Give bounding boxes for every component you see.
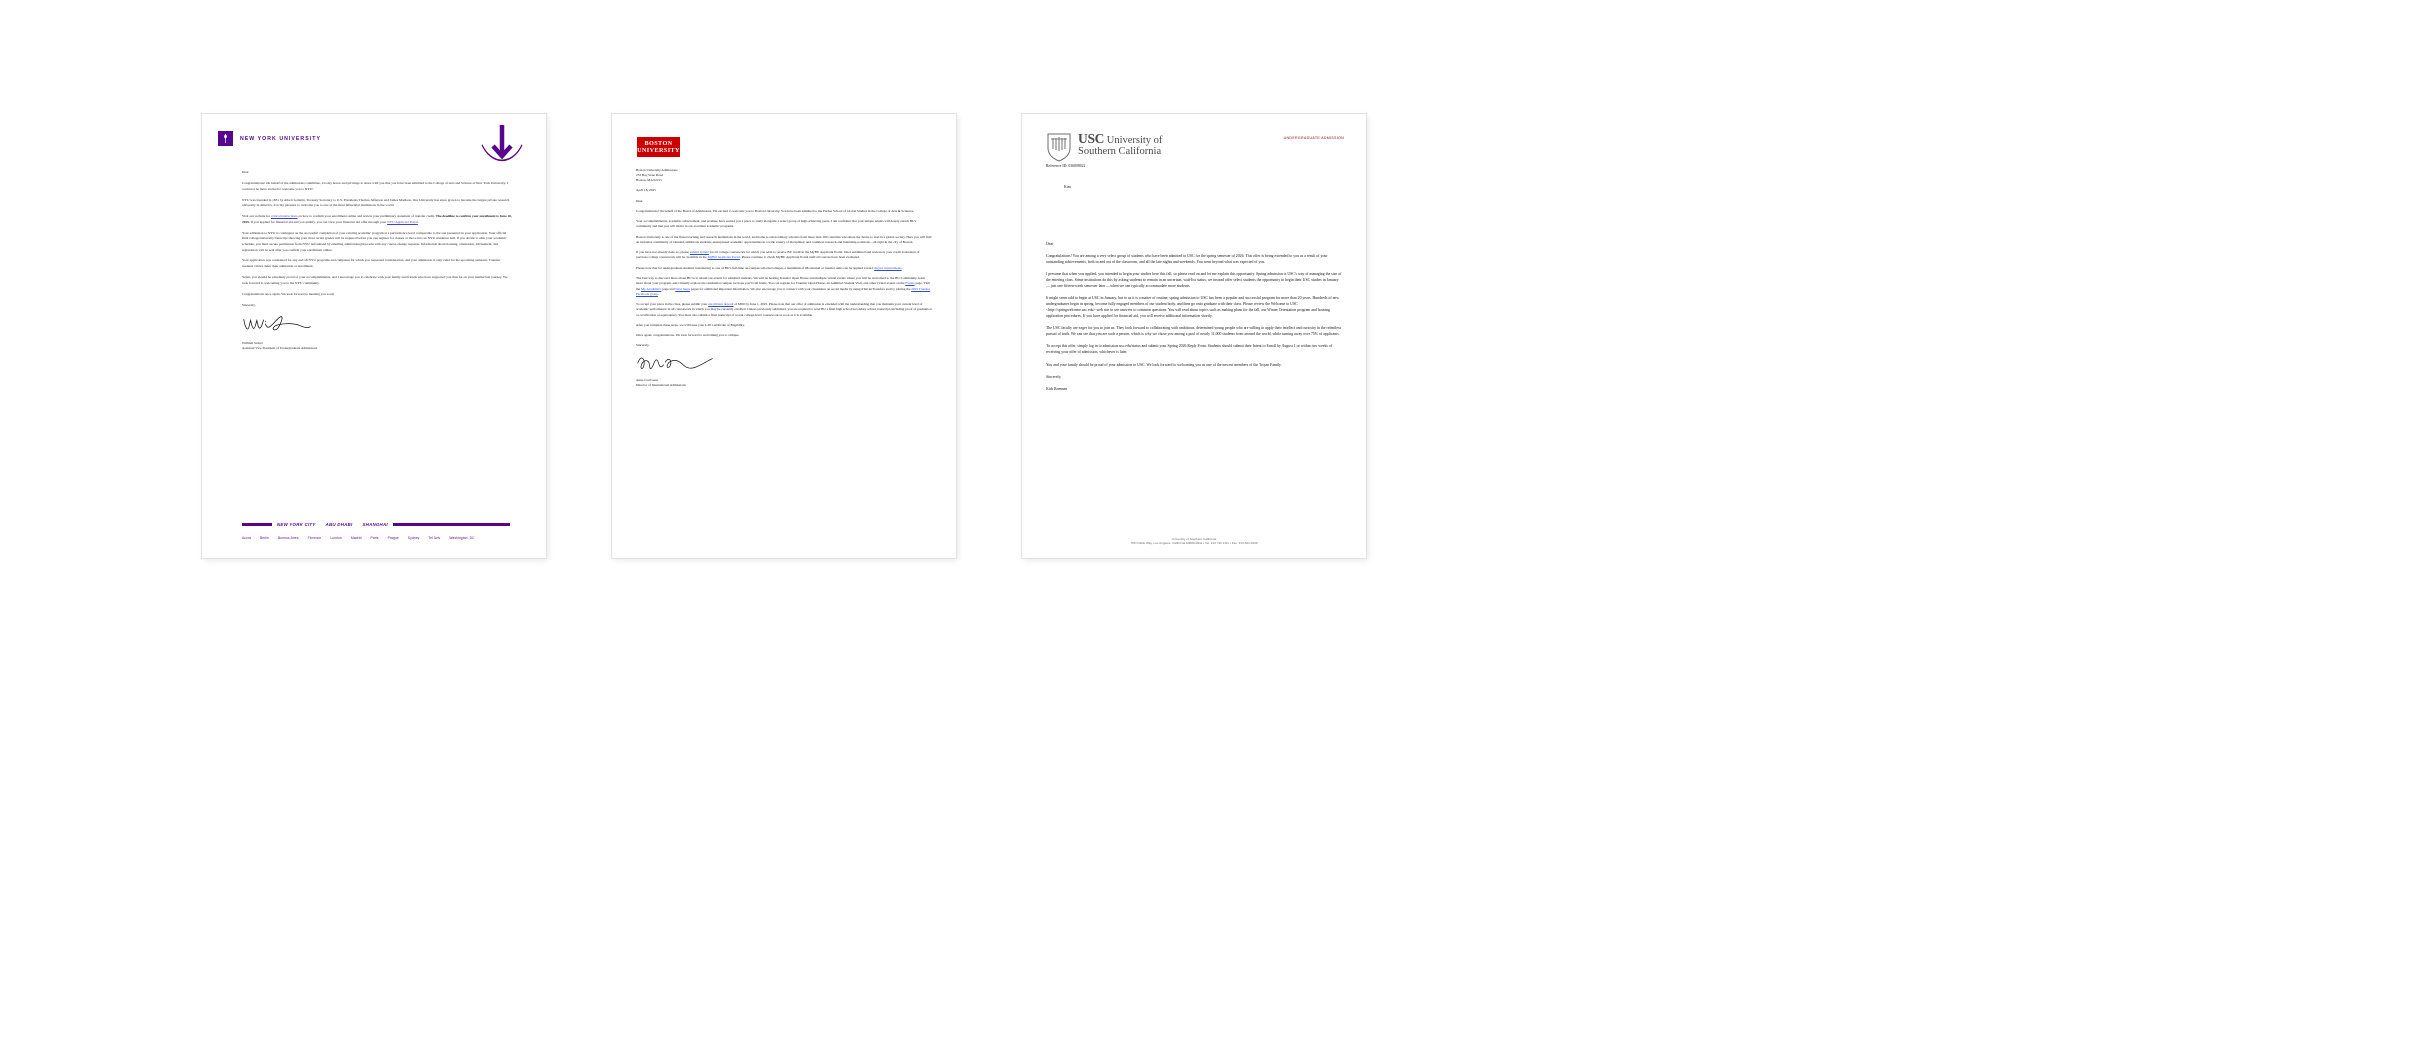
nyu-enroll-mid1: on how to confirm your enrollment online and review your preliminary statement of transfer credit. <box>297 214 436 219</box>
mybu-applicant-portal-link[interactable]: MyBU Applicant Portal <box>707 255 740 260</box>
nyu-salutation: Dear <box>242 170 249 174</box>
nyu-admission-letter-page[interactable] <box>202 114 546 558</box>
bu-closing: Sincerely, <box>636 343 650 348</box>
usc-shield-icon <box>1046 132 1072 162</box>
bu-events-mid1: page. Visit the <box>636 281 930 291</box>
bu-signer-name: Anne Corriveau <box>636 377 658 382</box>
usc-footer-institution: University of Southern California <box>1171 536 1217 541</box>
nyu-campus-abu-dhabi: ABU DHABI <box>325 522 353 527</box>
nyu-bar-left <box>242 523 272 525</box>
nyu-city-berlin: Berlin <box>259 536 269 540</box>
bu-events-post: . <box>657 291 659 296</box>
nyu-global-cities <box>242 536 510 540</box>
bu-deposit-paragraph <box>636 302 932 318</box>
usc-reference-id: Reference ID: 036808022 <box>1046 164 1086 168</box>
usc-division-label: UNDERGRADUATE ADMISSION <box>1283 136 1344 140</box>
nyu-campus-shanghai: SHANGHAI <box>362 522 388 527</box>
degree-requirements-link[interactable]: degree requirements <box>874 265 902 270</box>
nyu-city-sydney: Sydney <box>407 536 420 540</box>
bu-deposit-post: of $650 by June 1, 2025. Please note that our offer of admission is extended with the understanding that you maintain your current level of academic performance in all coursework in which you may be currently enrolled. Unless previously submitted, you are required to send BU a final high school/secondary school transcript, including proof of graduation or certification of equivalency. You must also submit a final transcript of recent college-level coursework as soon as it is available. <box>636 302 932 317</box>
nyu-city-accra: Accra <box>242 536 251 540</box>
nyu-signature-image <box>242 314 314 334</box>
usc-logo <box>1046 132 1162 162</box>
bu-signer-title: Director of International Admissions <box>636 382 686 387</box>
usc-closing: Sincerely, <box>1046 374 1062 379</box>
usc-recipient-name: Kim <box>1064 185 1071 189</box>
nyu-city-paris: Paris <box>370 536 379 540</box>
usc-wordmark-line-2: Southern California <box>1078 146 1162 158</box>
bu-paragraph-1: Congratulations! On behalf of the Board of Admissions, I'm excited to welcome you to Boston University. You have been admitted to the Pardee School of Global Studies in the College of Arts & Sciences. <box>636 208 915 213</box>
bu-syllabi-mid: for all college coursework for which you wish to receive BU credit in the MyBU Applicant Portal. Once submitted and reviewed, your credit evaluation of previous college coursework will be available in the <box>636 250 920 260</box>
bu-address-line-3: Boston, MA 02215 <box>636 178 662 183</box>
bu-syllabi-pre: If you have not already done so, please <box>636 250 690 255</box>
usc-wordmark-line-1 <box>1078 132 1162 146</box>
nyu-down-arrow-icon <box>476 119 528 171</box>
bu-syllabi-paragraph <box>636 250 932 261</box>
my-academics-link[interactable]: My Academics <box>641 286 662 291</box>
events-link[interactable]: Events <box>905 281 915 286</box>
nyu-paragraph-5: Yejun, you should be extremely proud of your accomplishments, and I encourage you to celebrate with your family and friends who have supported you thus far on your intellectual journey. We look forward to welcoming you to the NYU community. <box>242 275 508 285</box>
bu-signature-image <box>636 354 716 373</box>
bu-paragraph-i20: After you complete these steps, we will issue your I-20 Certificate of Eligibility. <box>636 322 745 327</box>
usc-paragraph-6: You and your family should be proud of your admission to USC. We look forward to welcoming you as one of the newest members of the Trojan Family. <box>1046 362 1282 367</box>
bu-logo-line-1: BOSTON <box>644 139 673 147</box>
nyu-signature-block <box>242 341 512 351</box>
usc-abbrev: USC <box>1078 131 1105 146</box>
bu-date: April 18, 2025 <box>636 188 656 193</box>
nyu-paragraph-6: Congratulations once again. We look forward to meeting you soon! <box>242 291 335 296</box>
nyu-footer <box>242 522 510 540</box>
bu-admission-letter-page[interactable] <box>612 114 956 558</box>
nyu-enroll-mid2: If you applied for financial aid and you qualify, you can view your financial aid offer through your <box>249 219 388 224</box>
usc-admission-letter-page[interactable] <box>1022 114 1366 558</box>
usc-wordmark <box>1078 132 1162 157</box>
nyu-city-florence: Florence <box>307 536 322 540</box>
bu-paragraph-closing-note: Once again, congratulations. We look forward to welcoming you to campus. <box>636 333 740 338</box>
bu-transfer-paragraph <box>636 266 932 271</box>
usc-paragraph-2: I presume that when you applied, you intended to begin your studies here this fall, so please read on and let me explain this opportunity. Spring admission is USC's way of managing the size of the entering class. Some institutions do this by asking students to remain in an uncertain, wait-list status; we instead offer select students the opportunity to begin their USC studies in January — just one fifteen-week semester later —when we can typically accommodate more students. <box>1046 272 1342 289</box>
nyu-campus-new-york-city: NEW YORK CITY <box>277 522 316 527</box>
transfer-facebook-group-link[interactable]: 2025 Transfer Facebook group <box>636 286 931 296</box>
bu-deposit-pre: To accept your place in the class, please submit your <box>636 302 709 307</box>
nyu-enrollment-paragraph <box>242 214 512 225</box>
nyu-city-tel-aviv: Tel Aviv <box>428 536 441 540</box>
bu-paragraph-2: Your accomplishments, academic achievement, and promise have earned you a place to study alongside a select group of high-achieving peers. I am confident that your unique talents will deeply enrich BU's community and that you will thrive in our excellent academic programs. <box>636 219 917 229</box>
nyu-enroll-post: . <box>417 219 419 224</box>
nyu-logo <box>218 131 321 146</box>
usc-paragraph-1: Congratulations! You are among a very select group of students who have been admitted to USC for the spring semester of 2026. This offer is being extended to you as a result of your outstanding achievements, both in and out of the classroom, and all the late nights and weekends. You went beyond what was expected of you. <box>1046 254 1328 265</box>
nyu-paragraph-1: Congratulations! On behalf of the admissions committee, it is my honor and privilege to share with you that you have been admitted to the College of Arts and Science at New York University. I could not be more excited to welcome you to NYU! <box>242 180 508 191</box>
bu-transfer-post: . <box>901 265 903 270</box>
nyu-closing: Sincerely, <box>242 302 256 307</box>
bu-address-line-1: Boston University Admissions <box>636 168 678 172</box>
bu-logo-line-2: UNIVERSITY <box>637 147 680 154</box>
nyu-bar-right <box>393 523 510 525</box>
bu-address-line-2: 233 Bay State Road <box>636 173 664 178</box>
bu-logo <box>636 136 681 158</box>
next-steps-link[interactable]: Next Steps <box>675 286 691 291</box>
usc-paragraph-5: To accept this offer, simply log in to admission.usc.edu/status and submit your Spring 2026 Reply Form. Students should submit their Intent to Enroll by August 1 or within two weeks of receiving your offer of admission, whichever is later. <box>1046 344 1333 355</box>
bu-paragraph-3: Boston University is one of the finest teaching and research institutions in the world, and home to extraordinary scholars from more than 100 countries who share the desire to lead in a global society. Here you will find an inclusive community of talented, ambitious students; unsurpassed academic opportunities in a wide variety of disciplines; and countless research and internship positions—all right in the city of Boston. <box>636 234 932 244</box>
nyu-paragraph-2: NYU was founded in 1831 by Albert Gallatin, Treasury Secretary to U.S. Presidents Thomas Jefferson and James Madison. Our University has since grown to become the largest private research university in America. It is my pleasure to welcome you to one of the most influential institutions in the world. <box>242 197 510 208</box>
bu-signature-block <box>636 378 932 389</box>
usc-paragraph-4: The USC faculty are eager for you to join us. They look forward to collaborating with ambitious, determined young people who are willing to apply their intellect and curiosity in the relentless pursuit of truth. We can see that you are such a person, which is why we chose you among a pool of nearly 11,000 students from around the world, while turning away over 75% of applicants. <box>1046 326 1342 337</box>
nyu-torch-icon <box>218 131 233 146</box>
critical-instructions-link[interactable]: critical instructions <box>271 214 298 219</box>
nyu-signer-title: Assistant Vice President of Undergraduate Admissions <box>242 345 318 350</box>
bu-salutation: Dear <box>636 198 643 203</box>
nyu-city-prague: Prague <box>387 536 399 540</box>
nyu-city-london: London <box>330 536 342 540</box>
nyu-enroll-pre: Visit our website for <box>242 214 272 219</box>
bu-syllabi-post: . Please continue to check MyBU Applicant Portal until all courses have been evaluated. <box>739 255 860 260</box>
bu-events-mid2: page and <box>661 286 676 291</box>
bu-events-mid3: pages for additional important information. We also encourage you to connect with your classmates on social media by using #TerrierTransfers and by joining the <box>690 286 912 291</box>
nyu-signer-name: William Sichel <box>242 340 263 345</box>
usc-salutation: Dear <box>1046 242 1054 246</box>
bu-letter-body <box>636 168 932 388</box>
nyu-paragraph-3: Your admission to NYU is contingent on the successful completion of your existing academic program at a performance level comparable to the one presented in your application. Your official final college/university transcript showing your most recent grades will be required before you can register for classes or move into an NYU residence hall. If you decide to alter your academic schedule, you must secure permission from NYU beforehand by emailing admissions@nyu.edu with any course change requests. Information about housing, orientation, advisement, and registration will be sent after you confirm your enrollment online. <box>242 230 507 252</box>
nyu-campus-bar <box>242 522 510 527</box>
enrollment-deposit-link[interactable]: enrollment deposit <box>708 302 734 307</box>
nyu-deadline-text: The deadline to confirm your enrollment is June 16, 2025. <box>242 214 512 224</box>
bu-events-pre: The best way to discover more about BU is to attend our events for admitted students. We will be hosting Transfer Open House and multiple virtual events where you will be welcomed to the BU Community, learn more about your program, and virtually explore the residential campus we hope you'll call home. You can register for Transfer Open House, an Admitted Student Visit, and other virtual events on the <box>636 275 926 286</box>
usc-signer-name: Kirk Brennan <box>1046 387 1068 392</box>
nyu-city-washington-dc: Washington, DC <box>449 536 475 540</box>
usc-letter-body <box>1046 242 1342 400</box>
usc-footer-address: 700 Childs Way, Los Angeles, California 90089-0911 • Tel: 213 740 1111 • Fax: 213 821 0200 <box>1130 541 1258 546</box>
bu-transfer-pre: Please note that for undergraduate students transferring to one of BU's full-time on-campus schools/colleges, a maximum of 68 external or transfer units can be applied toward <box>636 265 875 270</box>
nyu-letter-body <box>242 170 512 351</box>
usc-footer <box>1022 537 1366 546</box>
nyu-city-madrid: Madrid <box>350 536 362 540</box>
nyu-city-buenos-aires: Buenos Aires <box>277 536 299 540</box>
submit-syllabi-link[interactable]: submit syllabi <box>689 250 709 255</box>
usc-university-of: University of <box>1106 135 1163 146</box>
nyu-paragraph-4: Your application was considered for any and all NYU programs and campuses for which you requested consideration, and your admission is only valid for the upcoming semester. Transfer students cannot defer their admission or enrollment. <box>242 258 501 269</box>
nyu-wordmark-text: NEW YORK UNIVERSITY <box>240 135 321 142</box>
usc-paragraph-3: It might seem odd to begin at USC in January, but to us it is a matter of routine; spring admission to USC has been a popular and successful program for more than 20 years. Hundreds of new undergraduates begin in spring, become fully engaged members of our student body, and then go onto graduate with their class. Please review the Welcome to USC <http://springwelcome.usc.edu> web site to see answers to common questions. You will read about topics such as making plans for the fall, our Winter Orientation program and housing application procedures. If you have applied for financial aid, you will receive additional information shortly. <box>1046 296 1339 318</box>
bu-events-paragraph <box>636 276 932 297</box>
bu-return-address <box>636 168 932 183</box>
nyu-applicant-portal-link[interactable]: NYU Applicant Portal <box>387 219 418 224</box>
